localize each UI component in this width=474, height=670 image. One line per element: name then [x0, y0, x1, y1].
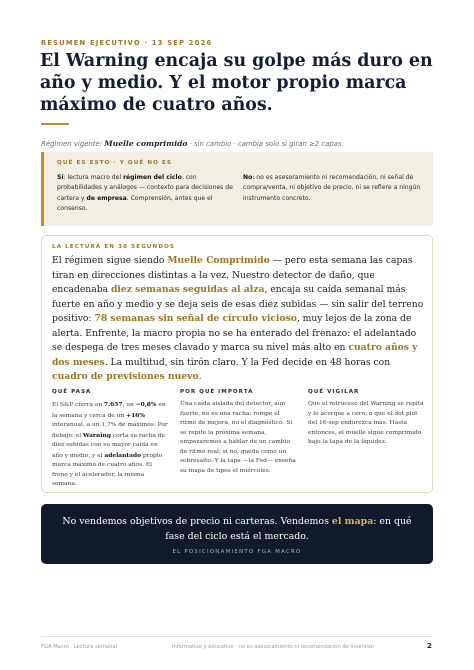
positioning-banner — [41, 504, 433, 564]
col1-text-a: El S&P cierra en — [52, 402, 105, 408]
col1-bold-b: 7.657 — [104, 401, 123, 408]
col1-text-c: , un — [122, 402, 136, 408]
summary-text-3: , encaja su caída semanal más fuerte en año y medio y se deja seis de esas diez subidas — sin salir del terreno positivo: — [52, 284, 424, 324]
banner-highlight: el mapa — [331, 516, 374, 527]
column-heading: POR QUÉ IMPORTA — [180, 389, 254, 395]
no-text: : no es asesoramiento ni recomendación, ni señal de compra/venta, ni objetivo de precio, ni se refiere a ningún instrumento concreto. — [243, 174, 421, 202]
column-text: Que el retroceso del Warning se repita y lo acerque a cero, o que el dot plot del 16-sep endurezca más. Hasta entonces, el muelle sigue comprimido bajo la tapa de la liquidez. — [308, 401, 424, 445]
col1-bold-d: −0,8% — [135, 401, 157, 408]
summary-text-1: El régimen sigue siendo — [52, 255, 168, 266]
what-is-this-label: QUÉ ES ESTO · Y QUÉ NO ES — [57, 160, 173, 166]
summary-highlight-2: diez semanas seguidas al alza — [110, 284, 265, 295]
regime-prefix: Régimen vigente: — [41, 140, 105, 148]
regime-line — [41, 139, 344, 148]
summary-highlight-5: cuadro de previsiones nuevo — [52, 371, 199, 382]
column-what-to-watch — [308, 389, 424, 448]
yes-bold-1: régimen del ciclo — [123, 174, 182, 181]
summary-highlight-4: cuatro años y dos meses — [52, 342, 418, 368]
what-is-this-panel — [41, 152, 433, 226]
col1-text-k: propio marca máximo de cuatro años. El freno y el acelerador, la misma semana. — [52, 452, 163, 487]
page-title: El Warning encaja su golpe más duro en año y medio. Y el motor propio marca máximo de cuatro años. — [40, 51, 433, 115]
col1-bold-f: +16% — [126, 411, 145, 419]
column-heading: QUÉ VIGILAR — [308, 389, 360, 395]
summary-text-5: . La multitud, sin tirón claro. Y la Fed decide en 48 horas con — [104, 356, 391, 368]
footer-disclaimer: Informativo y educativo · no es asesoramiento ni recomendación de inversión — [172, 644, 375, 650]
yes-bold-2: de empresa — [86, 194, 127, 202]
summary-highlight-3: 78 semanas sin señal de círculo vicioso — [94, 313, 297, 324]
page-number: 2 — [427, 642, 432, 650]
no-lead: No — [243, 174, 253, 181]
column-text — [52, 400, 168, 490]
summary-highlight-1: Muelle Comprimido — [167, 255, 270, 266]
regime-value: Muelle comprimido — [104, 139, 188, 148]
col1-text-g: interanual, a un 1,7% de máximos. Por debajo: el — [52, 422, 168, 439]
section-eyebrow: RESUMEN EJECUTIVO · 13 SEP 2026 — [41, 39, 213, 47]
col1-text-e: en la semana y cerca de un — [52, 402, 166, 419]
footer-divider — [41, 636, 433, 637]
summary-text-4: , muy lejos de la zona de alerta. Enfrente, la macro propia no se ha enterado del frenazo: el adelantado se despega de tres meses clavado y marca su nivel más alto en — [52, 313, 417, 353]
col1-bold-h: Warning — [83, 431, 111, 439]
col1-bold-j: adelantado — [104, 451, 141, 459]
yes-text-2: , con probabilidades y análogos — contexto para decisiones de cartera y — [57, 174, 233, 202]
reading-card — [41, 235, 433, 493]
column-text: Una caída aislada del detector, aun fuerte, no es una racha: rompe el ritmo de mejora, no el diagnóstico. Si se repite la próxima semana, empezaremos a hablar de un cambio de ritmo real; si no, queda como un sobresalto. Y la tapa —la Fed— enseña su mapa de tipos el miércoles. — [180, 401, 296, 474]
column-heading: QUÉ PASA — [52, 389, 92, 395]
reading-label: LA LECTURA EN 30 SEGUNDOS — [52, 244, 176, 250]
what-it-is-not-text — [243, 173, 423, 204]
banner-statement — [41, 515, 433, 544]
banner-text-2: : en qué fase del ciclo está el mercado. — [165, 516, 412, 542]
yes-text-1: : lectura macro del — [63, 174, 123, 181]
what-it-is-text — [57, 173, 237, 214]
summary-text-2: — pero esta semana las capas tiran en direcciones distintas a la vez. Nuestro detector de daño, que encadenaba — [52, 255, 413, 295]
column-what-happens — [52, 389, 168, 490]
yes-lead: Sí — [57, 174, 64, 181]
regime-suffix: · sin cambio · cambia solo si giran ≥2 capas. — [187, 140, 344, 148]
banner-text-1: No vendemos objetivos de precio ni carteras. Vendemos — [62, 516, 332, 527]
title-rule — [41, 123, 69, 125]
yes-text-3: . Comprensión, antes que el consenso. — [57, 194, 213, 212]
column-why-it-matters — [180, 389, 296, 476]
reading-summary — [52, 254, 426, 385]
summary-text-6: . — [198, 371, 202, 382]
col1-text-i: corta su racha de diez subidas con su mayor caída en año y medio, y el — [52, 432, 166, 459]
footer-publication: FGA Macro · Lectura semanal — [41, 644, 118, 650]
banner-subtitle: EL POSICIONAMIENTO FGA MACRO — [172, 549, 302, 555]
